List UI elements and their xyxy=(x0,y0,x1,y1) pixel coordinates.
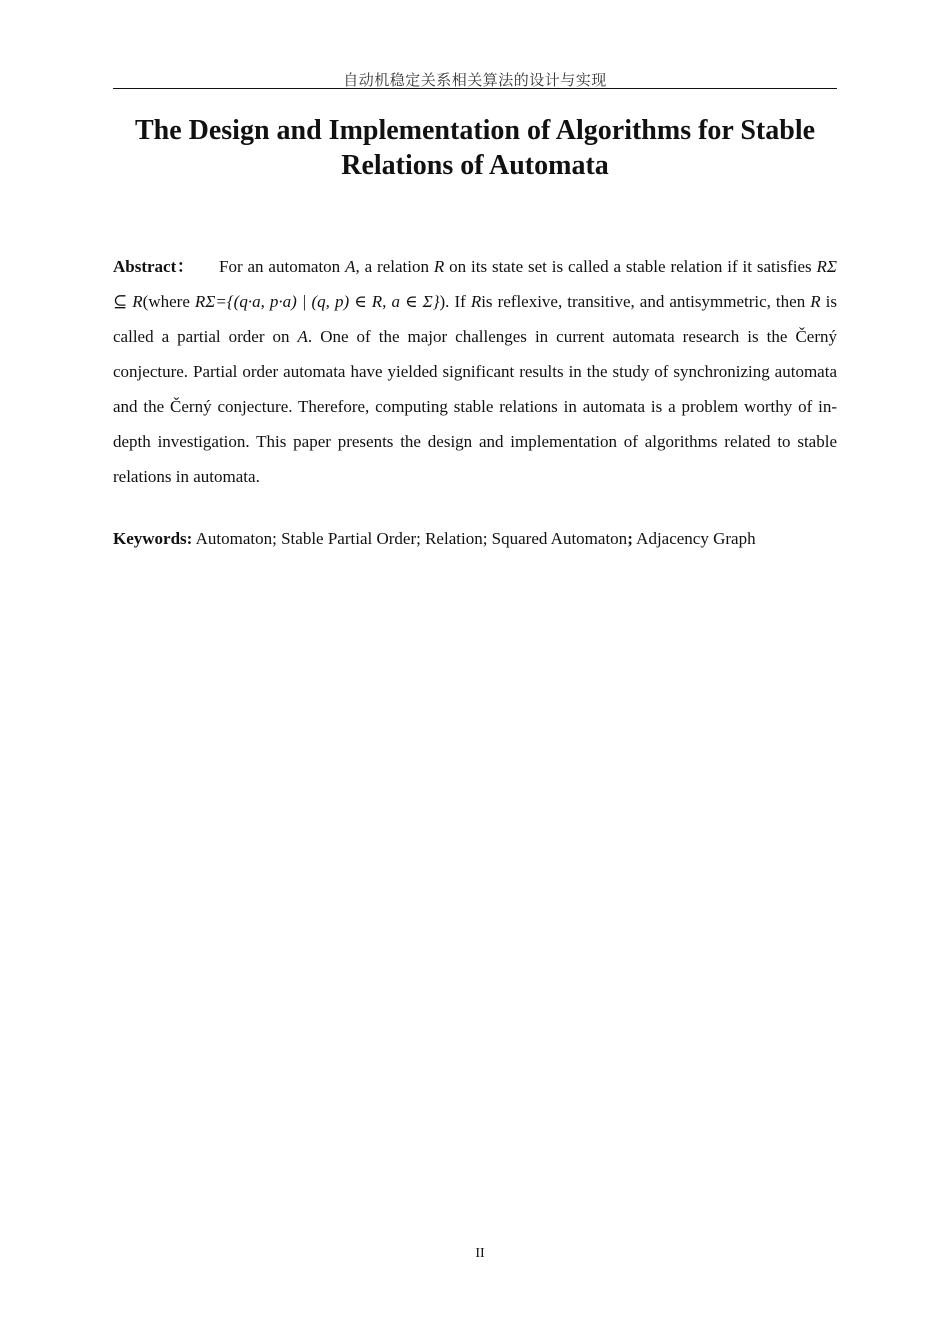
keywords-separator: ; xyxy=(627,529,633,548)
abstract-text: ). If xyxy=(439,292,471,311)
abstract-text: is called a partial order on xyxy=(113,292,837,346)
title-line-1: The Design and Implementation of Algorithms for Stable xyxy=(134,115,816,146)
page-number: II xyxy=(475,1246,485,1261)
keywords-text: Adjacency Graph xyxy=(632,529,756,548)
math-symbol: R xyxy=(433,257,445,276)
paper-title xyxy=(113,113,837,183)
abstract-text: (where xyxy=(142,292,195,311)
keywords-line xyxy=(113,521,837,556)
math-symbol: A xyxy=(345,257,356,276)
abstract-label: Abstract： xyxy=(113,257,195,276)
abstract-text: For an automaton xyxy=(218,257,346,276)
abstract-text: on its state set is called a stable relation if it satisfies xyxy=(444,257,817,276)
math-symbol: R xyxy=(810,292,821,311)
abstract-text: is reflexive, transitive, and antisymmetric, then xyxy=(481,292,811,311)
title-line-2: Relations of Automata xyxy=(341,150,609,181)
keywords-label: Keywords: xyxy=(113,529,193,548)
abstract-text: . One of the major challenges in current automata research is the Černý conjecture. Partial order automata have yielded significant results in the study of synchronizing automata and the Černý conjecture. Therefore, computing stable relations in automata is a problem worthy of in-depth investigation. This paper presents the design and implementation of algorithms related to stable relations in automata. xyxy=(113,327,838,486)
math-symbol: A xyxy=(297,327,308,346)
header-rule xyxy=(113,88,837,89)
running-header: 自动机稳定关系相关算法的设计与实现 xyxy=(343,73,607,89)
math-formula: RΣ ⊆ R xyxy=(113,257,838,311)
math-symbol: R xyxy=(470,292,482,311)
math-formula: RΣ={(q·a, p·a) | (q, p) ∈ R, a ∈ Σ} xyxy=(194,292,440,311)
abstract-text: , a relation xyxy=(355,257,434,276)
keywords-text: Automaton; Stable Partial Order; Relation; Squared Automaton xyxy=(192,529,628,548)
abstract-paragraph xyxy=(113,249,837,494)
